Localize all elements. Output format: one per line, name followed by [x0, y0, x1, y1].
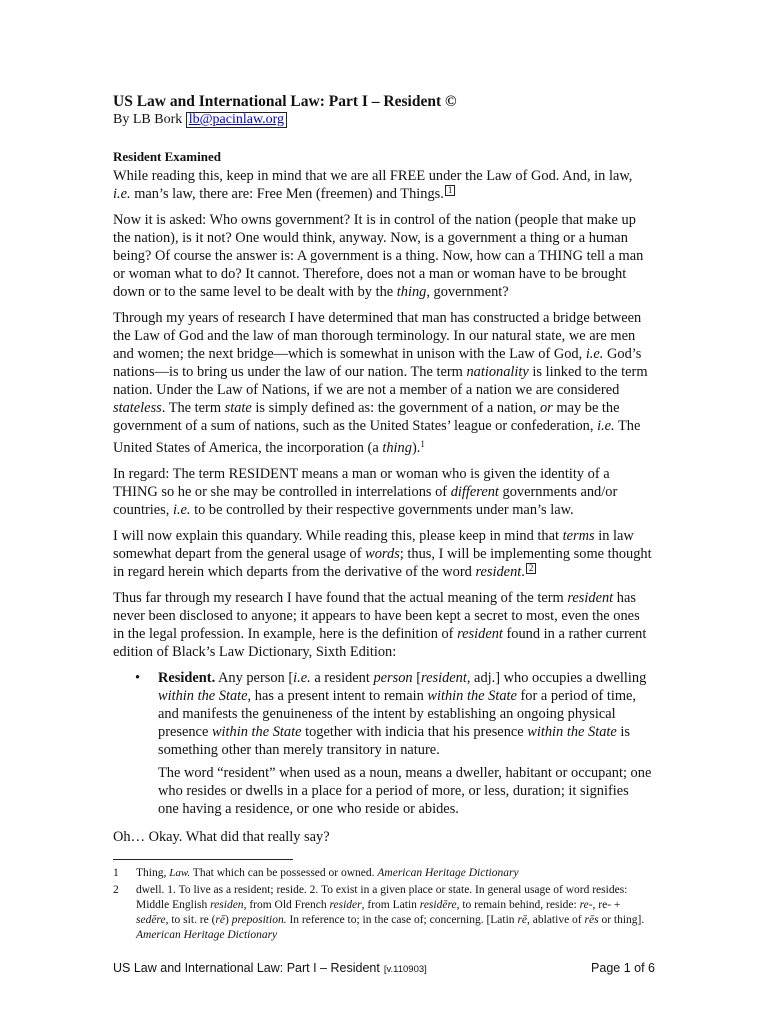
paragraph-4: In regard: The term RESIDENT means a man or woman who is given the identity of a THING so he or she may be controlled in interrelations of different governments and/or countries, i.e. to be controlled by their respective governments under man’s law.	[113, 466, 618, 518]
footnote-divider	[113, 859, 293, 860]
footnote-ref-1[interactable]: 1	[445, 185, 456, 196]
footnote-ref-2[interactable]: 2	[526, 563, 537, 574]
document-body	[113, 93, 653, 854]
paragraph-2: Now it is asked: Who owns government? It is in control of the nation (people that make up the nation), is it not? One would think, anyway. Now, is a government a thing or a human being? Of course the answer is: A government is a thing. Now, how can a THING tell a man or woman what to do? It cannot. Therefore, does not a man or woman have to be brought down or to the same level to be dealt with by the thing, government?	[113, 212, 644, 300]
paragraph-7: Oh… Okay. What did that really say?	[113, 829, 330, 845]
footer-title: US Law and International Law: Part I – Resident [v.110903]	[113, 961, 427, 975]
definition-text: Resident. Any person [i.e. a resident person [resident, adj.] who occupies a dwelling within the State, has a present intent to remain within the State for a period of time, and manifests the genuineness of the intent by establishing an ongoing physical presence within the State together with indicia that his presence within the State is something other than merely transitory in nature.	[158, 670, 647, 758]
paragraph-3: Through my years of research I have determined that man has constructed a bridge between the Law of God and the law of man thorough terminology. In our natural state, we are men and women; the next bridge—which is somewhat in unison with the Law of God, i.e. God’s nations—is to bring us under the law of our nation. The term nationality is linked to the term nation. Under the Law of Nations, if we are not a member of a nation we are considered stateless. The term state is simply defined as: the government of a nation, or may be the government of a sum of nations, such as the United States’ league or confederation, i.e. The United States of America, the incorporation (a thing).$^1$	[113, 310, 648, 456]
section-heading: Resident Examined	[113, 149, 221, 164]
byline	[113, 111, 653, 128]
footnotes	[113, 866, 653, 945]
footnote-2: 2 dwell. 1. To live as a resident; reside. 2. To exist in a given place or state. In general usage of word resides: Middle English residen, from Old French resider, from Latin residēre, to remain behind, reside: re-, re- + sedēre, to sit. re (rē) preposition. In reference to; in the case of; concerning. [Latin rē, ablative of rēs or thing]. American Heritage Dictionary	[113, 884, 645, 941]
author: By LB Bork	[113, 112, 186, 127]
bullet: •	[135, 670, 141, 686]
footer-version: [v.110903]	[383, 964, 427, 975]
paragraph-5: I will now explain this quandary. While reading this, please keep in mind that terms in law somewhat depart from the general usage of words; thus, I will be implementing some thought in regard herein which departs from the derivative of the word resident. 2	[113, 528, 652, 580]
footnote-1: 1 Thing, Law. That which can be possessed or owned. American Heritage Dictionary	[113, 867, 519, 879]
page-footer	[113, 961, 655, 975]
definition-block	[113, 669, 653, 818]
footnote-sup-1: 1	[420, 439, 425, 449]
page-number: Page 1 of 6	[591, 961, 655, 975]
paragraph-6: Thus far through my research I have found that the actual meaning of the term resident has never been disclosed to anyone; it appears to have been kept a secret to most, even the ones in the legal profession. In example, here is the definition of resident found in a rather current edition of Black’s Law Dictionary, Sixth Edition:	[113, 590, 647, 660]
page-title: US Law and International Law: Part I – Resident ©	[113, 93, 457, 110]
paragraph-1: While reading this, keep in mind that we are all FREE under the Law of God. And, in law, i.e. man’s law, there are: Free Men (freemen) and Things. 1	[113, 168, 633, 202]
author-email-link[interactable]: lb@pacinlaw.org	[186, 112, 287, 128]
definition-noun-text: The word “resident” when used as a noun, means a dweller, habitant or occupant; one who resides or dwells in a place for a period of more, or less, duration; it signifies one having a residence, or one who reside or abides.	[158, 765, 652, 817]
